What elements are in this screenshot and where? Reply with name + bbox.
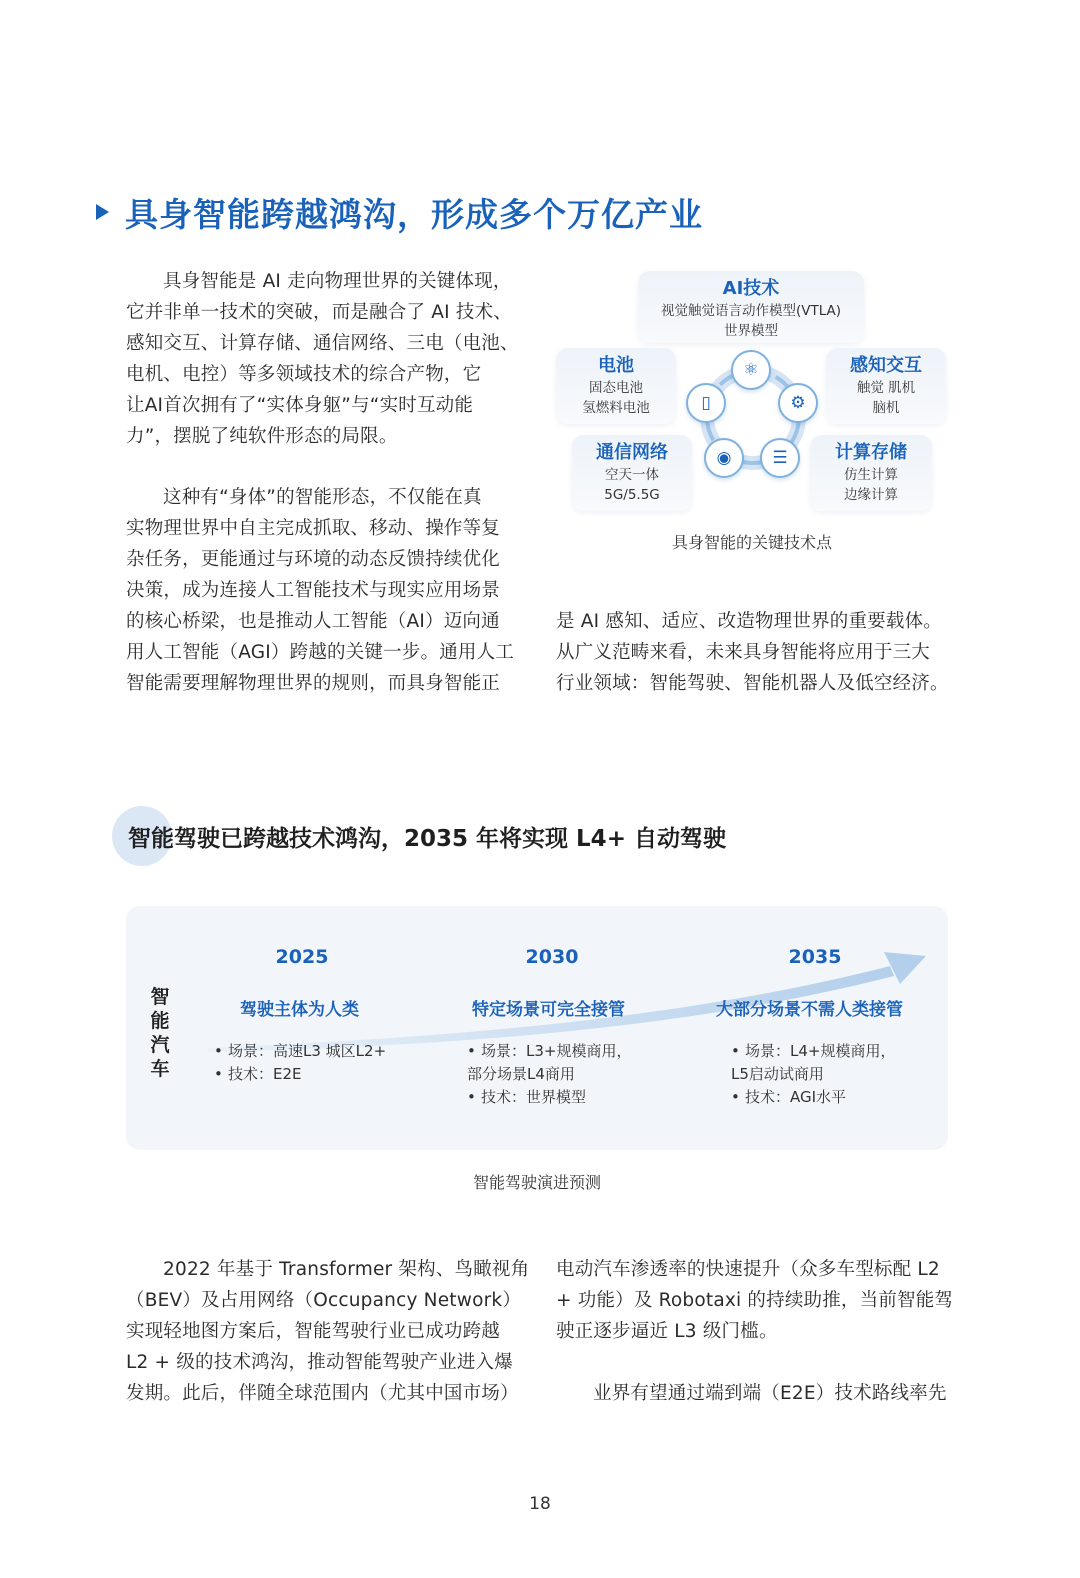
paragraph-applications: [556, 606, 948, 699]
paragraph-line: 的核心桥梁，也是推动人工智能（AI）迈向通: [126, 611, 500, 632]
timeline-bullet-line: [467, 1063, 631, 1086]
paragraph-2022-breakthrough: [126, 1254, 530, 1409]
card-network-line-1: 空天一体: [605, 467, 659, 483]
paragraph-line: 驶正逐步逼近 L3 级门槛。: [556, 1321, 778, 1342]
paragraph-line: 行业领域：智能驾驶、智能机器人及低空经济。: [556, 673, 949, 694]
paragraph-ev-penetration: [556, 1254, 954, 1347]
paragraph-line: 实现轻地图方案后，智能驾驶行业已成功跨越: [126, 1321, 501, 1342]
triangle-bullet-icon: [96, 204, 109, 220]
bullet-text: L5启动试商用: [731, 1065, 824, 1083]
signal-icon: ◉: [704, 438, 744, 478]
battery-icon: ▯: [686, 383, 726, 423]
diagram-caption: 具身智能的关键技术点: [671, 533, 832, 552]
card-ai-line-1: 视觉触觉语言动作模型(VTLA): [660, 303, 842, 319]
card-sensing-title: 感知交互: [850, 355, 922, 376]
card-ai-tech: [638, 271, 864, 343]
paragraph-line: 具身智能是 AI 走向物理世界的关键体现，: [163, 271, 512, 292]
card-battery: [556, 348, 676, 424]
stage-2035-bullets: [731, 1040, 895, 1109]
paragraph-line: 让AI首次拥有了“实体身躯”与“实时互动能: [126, 395, 474, 416]
paragraph-e2e-route: [556, 1378, 948, 1409]
card-battery-line-1: 固态电池: [589, 380, 643, 396]
timeline-bullet-line: [214, 1040, 386, 1063]
vertical-label-char: 能: [150, 1010, 170, 1032]
timeline-bullet-line: [731, 1040, 895, 1063]
section-title: [96, 190, 703, 234]
card-compute-line-1: 仿生计算: [844, 467, 898, 483]
stage-2025-year: 2025: [275, 946, 329, 968]
bullet-text: 场景：高速L3 城区L2+: [228, 1042, 387, 1060]
paragraph-line: 发期。此后，伴随全球范围内（尤其中国市场）: [126, 1383, 519, 1404]
timeline-bullet-line: [731, 1086, 895, 1109]
stage-2030-year: 2030: [525, 946, 579, 968]
bullet-text: 技术：世界模型: [481, 1088, 587, 1106]
paragraph-line: 2022 年基于 Transformer 架构、鸟瞰视角: [163, 1259, 530, 1280]
card-network: [572, 435, 692, 511]
card-network-title: 通信网络: [596, 442, 668, 463]
stage-2025-phase: 驾驶主体为人类: [240, 1000, 359, 1020]
timeline-bullet-line: [731, 1063, 895, 1086]
paragraph-line: 用人工智能（AGI）跨越的关键一步。通用人工: [126, 642, 515, 663]
bullet-dot: •: [214, 1042, 223, 1060]
tech-ring: [686, 350, 820, 484]
timeline-bullet-line: [214, 1063, 386, 1086]
stage-2035-phase: 大部分场景不需人类接管: [716, 1000, 903, 1020]
vertical-label-char: 汽: [150, 1034, 170, 1056]
paragraph-line: 感知交互、计算存储、通信网络、三电（电池、: [126, 333, 519, 354]
card-sensing-line-1: 触觉 肌机: [856, 380, 916, 396]
paragraph-line: 决策，成为连接人工智能技术与现实应用场景: [126, 580, 501, 601]
card-sensing-line-2: 脑机: [872, 400, 900, 416]
paragraph-line: 它并非单一技术的突破，而是融合了 AI 技术、: [126, 302, 512, 323]
paragraph-line: 电动汽车渗透率的快速提升（众多车型标配 L2: [556, 1259, 940, 1280]
bullet-dot: •: [467, 1088, 476, 1106]
card-compute-title: 计算存储: [835, 442, 907, 463]
section-title-text: 具身智能跨越鸿沟，形成多个万亿产业: [125, 194, 703, 234]
paragraph-line: 智能需要理解物理世界的规则，而具身智能正: [126, 673, 501, 694]
stage-2035-year: 2035: [788, 946, 842, 968]
bullet-dot: •: [731, 1042, 740, 1060]
paragraph-intro: [126, 266, 518, 452]
vertical-label-char: 智: [150, 986, 170, 1008]
stage-2025-bullets: [214, 1040, 386, 1086]
stage-2030-phase: 特定场景可完全接管: [472, 1000, 625, 1020]
driving-heading-text: 智能驾驶已跨越技术鸿沟，2035 年将实现 L4+ 自动驾驶: [128, 826, 726, 852]
paragraph-line: 力”，摆脱了纯软件形态的局限。: [126, 426, 398, 447]
bullet-text: 场景：L3+规模商用，: [481, 1042, 632, 1060]
paragraph-line: （BEV）及占用网络（Occupancy Network）: [126, 1290, 522, 1311]
paragraph-line: 业界有望通过端到端（E2E）技术路线率先: [593, 1383, 947, 1404]
bullet-dot: •: [731, 1088, 740, 1106]
server-icon: ☰: [760, 438, 800, 478]
paragraph-line: 电机、电控）等多领域技术的综合产物，它: [126, 364, 482, 385]
card-battery-line-2: 氢燃料电池: [582, 400, 650, 416]
card-compute: [810, 435, 932, 511]
bullet-dot: •: [467, 1042, 476, 1060]
stage-2030-bullets: [467, 1040, 631, 1109]
timeline-bullet-line: [467, 1040, 631, 1063]
card-network-line-2: 5G/5.5G: [604, 487, 660, 503]
bullet-text: 场景：L4+规模商用，: [745, 1042, 896, 1060]
card-battery-title: 电池: [598, 355, 634, 376]
paragraph-line: 实物理世界中自主完成抓取、移动、操作等复: [126, 518, 501, 539]
card-sensing: [826, 348, 946, 424]
paragraph-line: 这种有“身体”的智能形态，不仅能在真: [163, 487, 482, 508]
brain-chip-icon: ⚙: [778, 383, 818, 423]
timeline-caption: 智能驾驶演进预测: [472, 1173, 601, 1192]
card-ai-line-2: 世界模型: [724, 323, 778, 339]
atom-icon: ⚛: [731, 350, 771, 390]
bullet-text: 技术：E2E: [228, 1065, 302, 1083]
paragraph-line: 杂任务，更能通过与环境的动态反馈持续优化: [126, 549, 501, 570]
page-number: 18: [529, 1494, 551, 1514]
vertical-label-char: 车: [150, 1058, 170, 1080]
vertical-label-smart-car: [148, 985, 172, 1081]
timeline-bullet-line: [467, 1086, 631, 1109]
card-compute-line-2: 边缘计算: [844, 487, 898, 503]
card-ai-title: AI技术: [722, 278, 780, 299]
paragraph-line: 从广义范畴来看，未来具身智能将应用于三大: [556, 642, 931, 663]
bullet-dot: •: [214, 1065, 223, 1083]
paragraph-line: 是 AI 感知、适应、改造物理世界的重要载体。: [556, 611, 942, 632]
paragraph-line: + 功能）及 Robotaxi 的持续助推，当前智能驾: [556, 1290, 954, 1311]
paragraph-line: L2 + 级的技术鸿沟，推动智能驾驶产业进入爆: [126, 1352, 513, 1373]
bullet-text: 技术：AGI水平: [745, 1088, 847, 1106]
bullet-text: 部分场景L4商用: [467, 1065, 575, 1083]
paragraph-embodied-form: [126, 482, 518, 699]
